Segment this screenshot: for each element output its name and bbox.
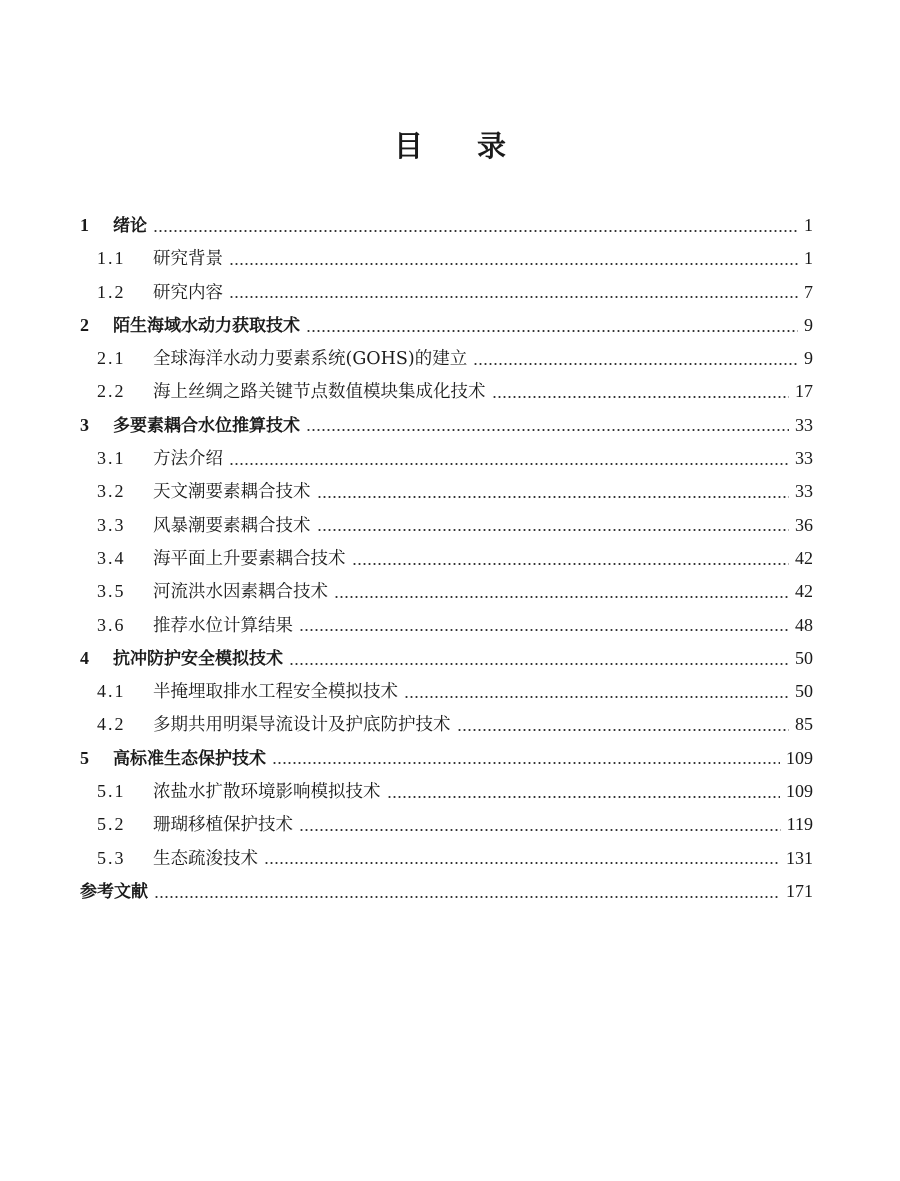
toc-entry-section[interactable] [80, 575, 813, 608]
dot-leader [154, 895, 780, 899]
toc-entry-number: 3.1 [97, 448, 126, 469]
dot-leader [289, 662, 789, 666]
toc-entry-title: 天文潮要素耦合技术 [153, 482, 311, 503]
toc-entry-page: 171 [786, 880, 813, 901]
title-char: 录 [477, 129, 507, 163]
toc-entry-number: 2.2 [97, 381, 126, 402]
toc-entry-section[interactable] [80, 842, 813, 875]
toc-entry-section[interactable] [80, 542, 813, 575]
toc-entry-section[interactable] [80, 808, 813, 841]
toc-entry-title: 多要素耦合水位推算技术 [113, 415, 300, 436]
toc-entry-section[interactable] [80, 242, 813, 275]
toc-entry-number: 1 [80, 215, 89, 235]
toc-entry-title: 海平面上升要素耦合技术 [153, 548, 346, 569]
toc-entry-section[interactable] [80, 609, 813, 642]
dot-leader [264, 861, 780, 865]
toc-entry-number: 5.3 [97, 847, 126, 868]
toc-entry-number: 3.5 [97, 581, 126, 602]
toc-entry-chapter[interactable] [80, 642, 813, 675]
toc-entry-title: 多期共用明渠导流设计及护底防护技术 [153, 715, 451, 736]
toc-entry-chapter[interactable] [80, 742, 813, 775]
toc-entry-page: 9 [804, 348, 813, 369]
toc-entry-number: 3.4 [97, 547, 126, 568]
toc-entry-title: 研究内容 [153, 282, 223, 303]
toc-entry-title: 河流洪水因素耦合技术 [153, 582, 328, 603]
toc-entry-title: 陌生海域水动力获取技术 [113, 315, 300, 336]
toc-entry-title: 抗冲防护安全模拟技术 [113, 648, 283, 669]
toc-entry-number: 4.1 [97, 681, 126, 702]
toc-entry-number: 3.3 [97, 514, 126, 535]
dot-leader [306, 428, 789, 432]
toc-entry-page: 50 [795, 681, 813, 702]
toc-entry-page: 50 [795, 647, 813, 668]
toc-entry-page: 109 [786, 747, 813, 768]
toc-entry-number: 1.2 [97, 281, 126, 302]
page-title [0, 124, 900, 165]
toc-entry-title: 绪论 [113, 216, 147, 236]
toc-entry-title: 参考文献 [80, 881, 148, 902]
toc-entry-number: 4.2 [97, 714, 126, 735]
dot-leader [229, 262, 798, 266]
toc-entry-title: 风暴潮要素耦合技术 [153, 515, 311, 536]
dot-leader [473, 362, 798, 366]
toc-entry-number: 5.2 [97, 814, 126, 835]
toc-entry-page: 33 [795, 448, 813, 469]
toc-entry-page: 1 [804, 215, 813, 235]
dot-leader [272, 761, 780, 765]
toc-entry-chapter[interactable] [80, 209, 813, 242]
title-char: 目 [393, 129, 423, 163]
toc-entry-number: 5.1 [97, 781, 126, 802]
toc-entry-title: 生态疏浚技术 [153, 848, 258, 869]
toc-entry-section[interactable] [80, 775, 813, 808]
toc-entry-page: 36 [795, 514, 813, 535]
toc-entry-page: 85 [795, 714, 813, 735]
toc-entry-number: 1.1 [97, 248, 126, 269]
toc-entry-page: 131 [786, 847, 813, 868]
dot-leader [457, 728, 790, 732]
table-of-contents [80, 209, 813, 908]
toc-entry-page: 33 [795, 481, 813, 502]
toc-entry-title: 半掩埋取排水工程安全模拟技术 [153, 682, 398, 703]
toc-entry-title: 高标准生态保护技术 [113, 748, 266, 769]
toc-entry-chapter[interactable] [80, 409, 813, 442]
toc-entry-title: 研究背景 [153, 249, 223, 270]
toc-entry-number: 4 [80, 647, 89, 668]
dot-leader [492, 395, 790, 399]
toc-entry-title: 浓盐水扩散环境影响模拟技术 [153, 782, 381, 803]
toc-entry-number: 2 [80, 314, 89, 335]
toc-entry-chapter[interactable] [80, 309, 813, 342]
toc-entry-title: 推荐水位计算结果 [153, 615, 293, 636]
toc-entry-section[interactable] [80, 276, 813, 309]
toc-entry-page: 9 [804, 314, 813, 335]
dot-leader [352, 562, 790, 566]
toc-entry-section[interactable] [80, 442, 813, 475]
toc-entry-section[interactable] [80, 475, 813, 508]
dot-leader [299, 828, 781, 832]
dot-leader [229, 295, 798, 299]
toc-entry-title: 全球海洋水动力要素系统(GOHS)的建立 [153, 349, 468, 370]
toc-entry-title: 珊瑚移植保护技术 [153, 815, 293, 836]
dot-leader [317, 528, 790, 532]
toc-entry-page: 42 [795, 581, 813, 602]
toc-entry-number: 5 [80, 747, 89, 768]
dot-leader [306, 329, 798, 333]
toc-entry-page: 119 [786, 814, 813, 835]
toc-entry-section[interactable] [80, 509, 813, 542]
toc-entry-page: 17 [795, 381, 813, 402]
toc-entry-number: 3.2 [97, 481, 126, 502]
toc-entry-number: 2.1 [97, 348, 126, 369]
toc-entry-number: 3 [80, 414, 89, 435]
dot-leader [317, 495, 790, 499]
toc-entry-title: 海上丝绸之路关键节点数值模块集成化技术 [153, 382, 486, 403]
dot-leader [404, 695, 789, 699]
toc-entry-page: 48 [795, 614, 813, 635]
toc-entry-section[interactable] [80, 675, 813, 708]
toc-entry-page: 1 [804, 248, 813, 269]
toc-entry-title: 方法介绍 [153, 449, 223, 470]
dot-leader [299, 628, 789, 632]
dot-leader [153, 229, 798, 233]
dot-leader [229, 462, 789, 466]
toc-entry-section[interactable] [80, 342, 813, 375]
toc-entry-section[interactable] [80, 708, 813, 741]
toc-entry-reference[interactable] [80, 875, 813, 908]
toc-entry-page: 42 [795, 547, 813, 568]
toc-entry-section[interactable] [80, 375, 813, 408]
toc-entry-page: 33 [795, 414, 813, 435]
dot-leader [387, 795, 781, 799]
toc-entry-page: 109 [786, 781, 813, 802]
toc-entry-page: 7 [804, 281, 813, 302]
dot-leader [334, 595, 789, 599]
toc-entry-number: 3.6 [97, 614, 126, 635]
